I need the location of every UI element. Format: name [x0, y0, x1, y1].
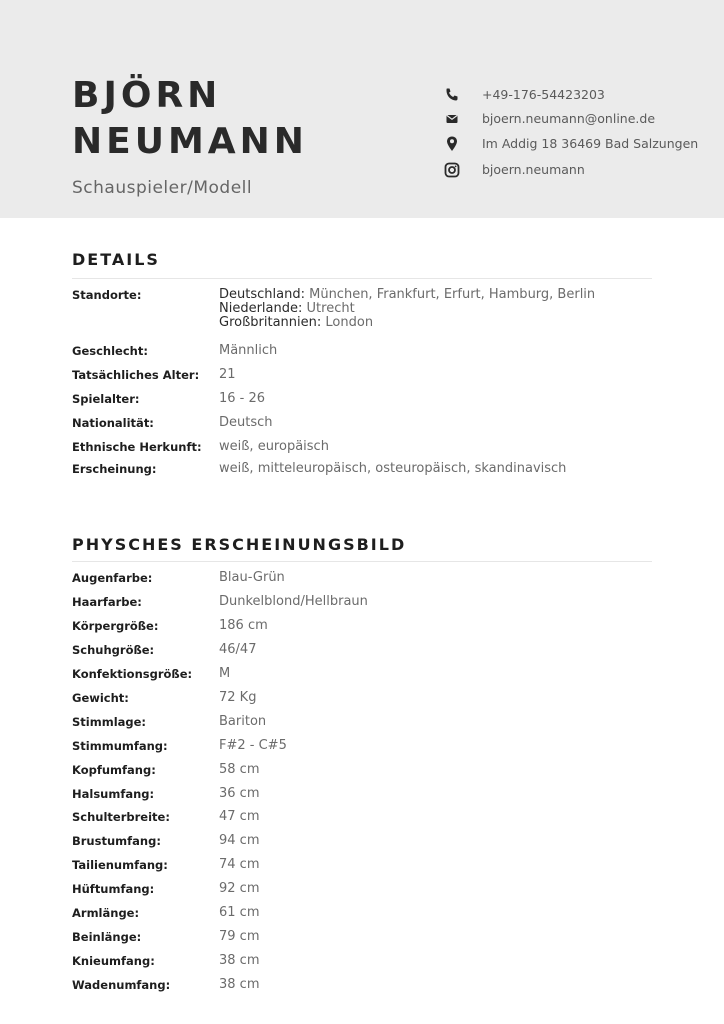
physical-value: 36 cm	[219, 786, 260, 801]
mail-icon	[442, 109, 462, 129]
physical-label: Armlänge:	[72, 906, 140, 920]
physical-value: 58 cm	[219, 762, 260, 777]
email-text: bjoern.neumann@online.de	[482, 111, 656, 126]
standorte-row	[72, 288, 672, 332]
standorte-label: Standorte:	[72, 288, 142, 302]
physical-value: F#2 - C#5	[219, 738, 287, 753]
details-divider	[72, 278, 652, 279]
physical-label: Stimmlage:	[72, 715, 147, 729]
instagram-handle: bjoern.neumann	[482, 162, 585, 177]
physical-label: Konfektionsgröße:	[72, 667, 193, 681]
physical-label: Beinlänge:	[72, 930, 142, 944]
physical-value: 94 cm	[219, 833, 260, 848]
physical-label: Tailienumfang:	[72, 858, 168, 872]
detail-value: 21	[219, 367, 236, 382]
standort-line: Großbritannien: London	[219, 315, 374, 330]
first-name: BJÖRN	[72, 75, 222, 116]
detail-value: weiß, europäisch	[219, 439, 329, 454]
detail-value: Deutsch	[219, 415, 273, 430]
detail-label: Geschlecht:	[72, 344, 148, 358]
phone-text: +49-176-54423203	[482, 87, 605, 102]
contact-address[interactable]	[442, 134, 712, 154]
physical-value: M	[219, 666, 231, 681]
detail-label: Nationalität:	[72, 416, 154, 430]
location-pin-icon	[442, 134, 462, 154]
physical-label: Körpergröße:	[72, 619, 159, 633]
details-title: DETAILS	[72, 250, 160, 269]
role-subtitle: Schauspieler/Modell	[72, 178, 253, 198]
physical-label: Knieumfang:	[72, 954, 155, 968]
detail-label: Ethnische Herkunft:	[72, 440, 202, 454]
physical-value: 79 cm	[219, 929, 260, 944]
physical-value: 186 cm	[219, 618, 268, 633]
physical-label: Schulterbreite:	[72, 810, 170, 824]
physical-label: Brustumfang:	[72, 834, 161, 848]
physical-title: PHYSCHES ERSCHEINUNGSBILD	[72, 535, 407, 554]
contact-phone[interactable]	[442, 85, 712, 105]
physical-value: 38 cm	[219, 953, 260, 968]
contact-instagram[interactable]	[442, 160, 712, 180]
physical-value: Bariton	[219, 714, 267, 729]
detail-value: 16 - 26	[219, 391, 266, 406]
last-name: NEUMANN	[72, 121, 308, 162]
physical-value: 47 cm	[219, 809, 260, 824]
physical-label: Wadenumfang:	[72, 978, 171, 992]
physical-divider	[72, 561, 652, 562]
contact-email[interactable]	[442, 109, 712, 129]
physical-label: Hüftumfang:	[72, 882, 155, 896]
physical-value: Blau-Grün	[219, 570, 285, 585]
standort-line: Deutschland: München, Frankfurt, Erfurt, Hamburg, Berlin	[219, 287, 596, 302]
physical-label: Halsumfang:	[72, 787, 155, 801]
physical-label: Haarfarbe:	[72, 595, 142, 609]
physical-label: Gewicht:	[72, 691, 129, 705]
detail-label: Spielalter:	[72, 392, 140, 406]
physical-value: 72 Kg	[219, 690, 257, 705]
physical-value: 74 cm	[219, 857, 260, 872]
physical-value: 61 cm	[219, 905, 260, 920]
physical-label: Augenfarbe:	[72, 571, 153, 585]
detail-value: weiß, mitteleuropäisch, osteuropäisch, skandinavisch	[219, 461, 567, 476]
detail-label: Erscheinung:	[72, 462, 157, 476]
physical-value: Dunkelblond/Hellbraun	[219, 594, 368, 609]
header-band	[0, 0, 724, 218]
physical-value: 92 cm	[219, 881, 260, 896]
physical-value: 46/47	[219, 642, 257, 657]
physical-value: 38 cm	[219, 977, 260, 992]
instagram-icon	[442, 160, 462, 180]
standort-line: Niederlande: Utrecht	[219, 301, 355, 316]
physical-label: Stimmumfang:	[72, 739, 168, 753]
detail-value: Männlich	[219, 343, 278, 358]
address-text: Im Addig 18 36469 Bad Salzungen	[482, 136, 699, 151]
phone-icon	[442, 85, 462, 105]
detail-label: Tatsächliches Alter:	[72, 368, 200, 382]
physical-label: Schuhgröße:	[72, 643, 155, 657]
physical-label: Kopfumfang:	[72, 763, 156, 777]
